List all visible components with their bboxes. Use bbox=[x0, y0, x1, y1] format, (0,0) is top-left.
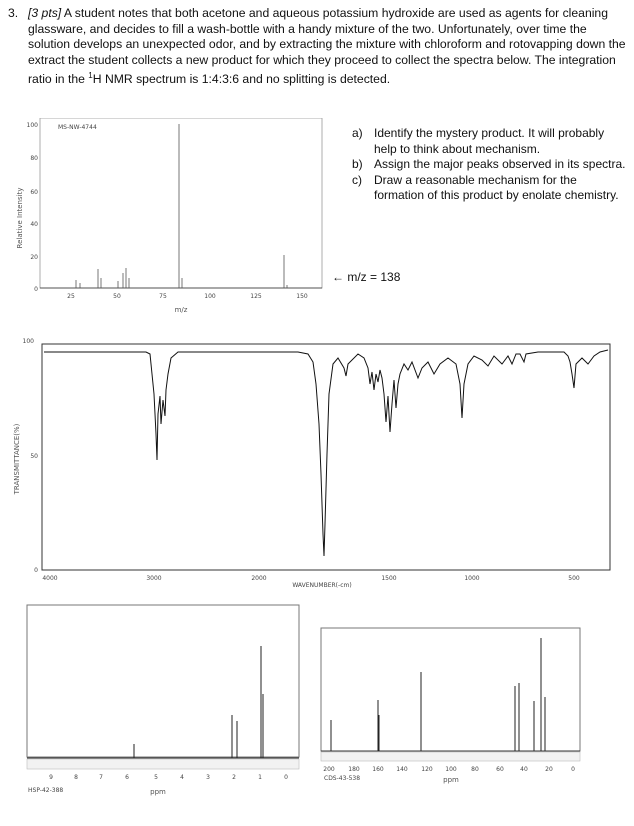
question-number: 3. bbox=[8, 6, 19, 20]
ir-ylabel: TRANSMITTANCE(%) bbox=[13, 423, 21, 495]
c-nmr-xtick: 40 bbox=[520, 766, 528, 773]
c-nmr-xtick: 120 bbox=[421, 766, 433, 773]
ms-xtick: 25 bbox=[67, 293, 75, 300]
h-nmr-xtick: 7 bbox=[99, 774, 103, 781]
ir-xtick: 2000 bbox=[251, 575, 267, 582]
ir-xtick: 4000 bbox=[42, 575, 58, 582]
h-nmr-xtick: 0 bbox=[284, 774, 288, 781]
h-nmr-xtick: 1 bbox=[258, 774, 262, 781]
c-nmr-xtick: 100 bbox=[445, 766, 457, 773]
c-nmr-xtick: 160 bbox=[372, 766, 384, 773]
c-nmr-xtick: 0 bbox=[571, 766, 575, 773]
ir-xtick: 500 bbox=[568, 575, 580, 582]
question-points: [3 pts] bbox=[28, 6, 62, 20]
c-nmr-xtick: 60 bbox=[496, 766, 504, 773]
subquestions bbox=[352, 126, 627, 204]
c-nmr-xtick: 20 bbox=[545, 766, 553, 773]
question-body: A student notes that both acetone and aqueous potassium hydroxide are used as agents for cleaning glassware, and decides to fill a wash-bottle with a handy mixture of the two. Unfortunately, over time the solution develops an unexpected odor, and by extracting the mixture with chloroform and rotovapping down the extract the student collects a new product for which they proceed to collect the spectra below. The integration ratio in the bbox=[28, 6, 626, 87]
subquestion-b: b) Assign the major peaks observed in its spectra. bbox=[352, 157, 626, 171]
ms-ytick: 100 bbox=[26, 122, 38, 129]
nmr-superscript: 1 bbox=[88, 71, 93, 81]
ir-ytick: 100 bbox=[22, 338, 34, 345]
c-nmr-xticks bbox=[323, 766, 575, 773]
ms-ytick: 0 bbox=[34, 286, 38, 293]
h-nmr-xticks bbox=[49, 774, 288, 781]
mass-spectrum bbox=[8, 118, 326, 323]
ms-ytick: 20 bbox=[30, 254, 38, 261]
ir-xtick: 1000 bbox=[464, 575, 480, 582]
ir-xlabel: WAVENUMBER(-cm) bbox=[292, 582, 352, 589]
ir-xticks bbox=[42, 575, 580, 582]
mz-annotation: ← m/z = 138 bbox=[332, 270, 401, 284]
ms-ylabel: Relative Intensity bbox=[16, 187, 24, 249]
h-nmr-xtick: 3 bbox=[206, 774, 210, 781]
ms-xtick: 150 bbox=[296, 293, 308, 300]
c-nmr-xtick: 180 bbox=[348, 766, 360, 773]
c-nmr-spectrum bbox=[320, 627, 588, 797]
ir-ytick: 50 bbox=[30, 453, 38, 460]
ms-ytick: 80 bbox=[30, 155, 38, 162]
ms-yticks bbox=[27, 122, 39, 293]
h-nmr-code: HSP-42-388 bbox=[28, 787, 64, 794]
h-nmr-xlabel: ppm bbox=[150, 788, 166, 796]
subquestion-c: c) Draw a reasonable mechanism for the formation of this product by enolate chemistry. bbox=[352, 172, 619, 202]
c-nmr-xtick: 200 bbox=[323, 766, 335, 773]
h-nmr-peaks bbox=[134, 646, 263, 758]
subquestion-a: a) Identify the mystery product. It will probably help to think about mechanism. bbox=[352, 126, 605, 156]
ir-spectrum bbox=[8, 334, 628, 590]
ms-code: MS-NW-4744 bbox=[58, 124, 97, 131]
ms-xtick: 100 bbox=[204, 293, 216, 300]
ms-xtick: 50 bbox=[113, 293, 121, 300]
ms-xtick: 125 bbox=[250, 293, 262, 300]
ir-trace bbox=[44, 350, 608, 556]
h-nmr-xtick: 9 bbox=[49, 774, 53, 781]
h-nmr-xtick: 6 bbox=[125, 774, 129, 781]
ir-xtick: 3000 bbox=[146, 575, 162, 582]
c-nmr-code: CDS-43-538 bbox=[324, 775, 361, 782]
h-nmr-xtick: 5 bbox=[154, 774, 158, 781]
h-nmr-xtick: 2 bbox=[232, 774, 236, 781]
c-nmr-peaks bbox=[331, 638, 545, 751]
question-body-end: H NMR spectrum is 1:4:3:6 and no splitting is detected. bbox=[92, 72, 391, 87]
c-nmr-xtick: 140 bbox=[396, 766, 408, 773]
h-nmr-xtick: 4 bbox=[180, 774, 184, 781]
ms-xticks bbox=[67, 293, 308, 300]
ms-ytick: 40 bbox=[30, 221, 38, 228]
ir-xtick: 1500 bbox=[381, 575, 397, 582]
question-block bbox=[8, 6, 626, 88]
ms-xtick: 75 bbox=[159, 293, 167, 300]
ms-peaks bbox=[76, 124, 287, 288]
c-nmr-xlabel: ppm bbox=[443, 776, 459, 784]
h-nmr-xtick: 8 bbox=[74, 774, 78, 781]
c-nmr-xtick: 80 bbox=[471, 766, 479, 773]
question-text bbox=[28, 6, 626, 88]
ms-xlabel: m/z bbox=[174, 306, 188, 314]
h-nmr-spectrum bbox=[26, 604, 302, 804]
ir-ytick: 0 bbox=[34, 567, 38, 574]
ms-ytick: 60 bbox=[30, 189, 38, 196]
